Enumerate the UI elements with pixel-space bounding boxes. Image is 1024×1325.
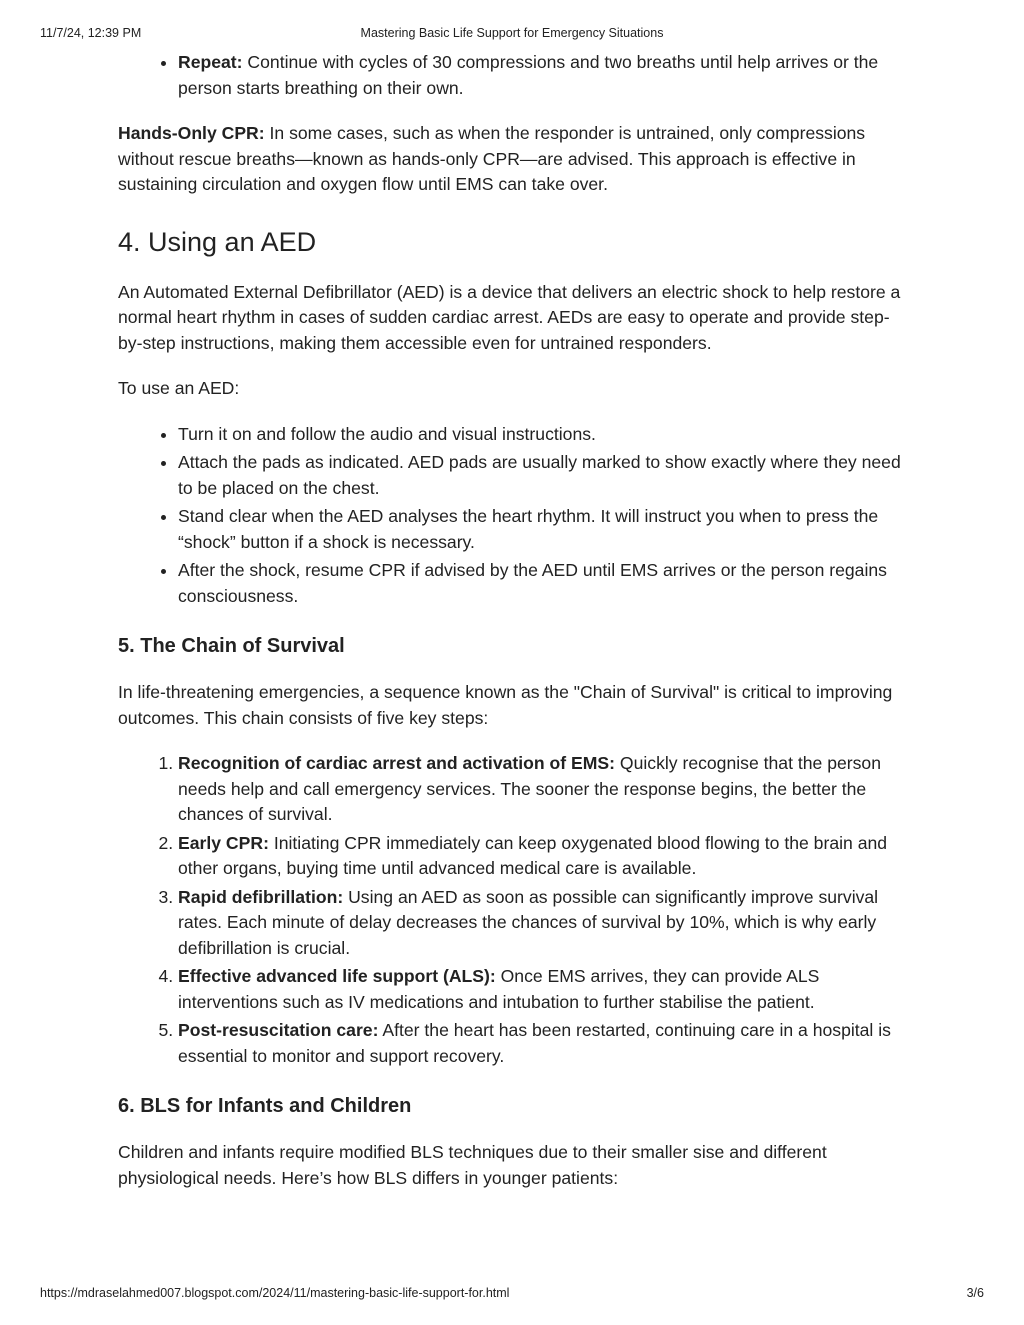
item-text: Once EMS arrives, they can provide ALS interventions such as IV medications and intubation to further stabilise the patient. <box>178 966 820 1012</box>
list-item <box>178 50 908 101</box>
list-item <box>178 751 908 828</box>
hands-only-text: In some cases, such as when the responder is untrained, only compressions without rescue breaths—known as hands-only CPR—are advised. This approach is effective in sustaining circulation and oxygen flow until EMS can take over. <box>118 123 866 194</box>
item-text: Initiating CPR immediately can keep oxygenated blood flowing to the brain and other organs, buying time until advanced medical care is available. <box>178 832 888 878</box>
item-label: Early CPR: <box>178 832 269 853</box>
hands-only-paragraph <box>118 121 908 198</box>
aed-intro: An Automated External Defibrillator (AED) is a device that delivers an electric shock to help restore a normal heart rhythm in cases of sudden cardiac arrest. AEDs are easy to operate and provide step-by-step instructions, making them accessible even for untrained responders. <box>118 281 901 353</box>
print-footer <box>40 1286 984 1302</box>
children-intro: Children and infants require modified BLS techniques due to their smaller sise and different physiological needs. Here’s how BLS differs in younger patients: <box>118 1142 827 1188</box>
item-text: Quickly recognise that the person needs help and call emergency services. The sooner the response begins, the better the chances of survival. <box>178 753 882 824</box>
item-label: Recognition of cardiac arrest and activation of EMS: <box>178 753 615 773</box>
list-item <box>178 1018 908 1069</box>
page-url: https://mdraselahmed007.blogspot.com/2024/11/mastering-basic-life-support-for.html <box>40 1286 510 1300</box>
children-heading: 6. BLS for Infants and Children <box>118 1095 412 1117</box>
page-number: 3/6 <box>966 1286 984 1300</box>
item-label: Rapid defibrillation: <box>178 886 344 907</box>
chain-heading: 5. The Chain of Survival <box>118 635 345 657</box>
item-text: Continue with cycles of 30 compressions and two breaths until help arrives or the person starts breathing on their own. <box>178 52 879 98</box>
item-text: After the heart has been restarted, continuing care in a hospital is essential to monitor and support recovery. <box>178 1020 891 1066</box>
list-item <box>178 885 908 962</box>
list-item: • After the shock, resume CPR if advised by the AED until EMS arrives or the person regains consciousness. <box>178 558 908 609</box>
cpr-steps-list-tail <box>118 50 908 101</box>
list-item <box>178 831 908 882</box>
item-label: Repeat: <box>178 52 243 72</box>
print-datetime: 11/7/24, 12:39 PM <box>40 26 142 40</box>
list-item: • Attach the pads as indicated. AED pads are usually marked to show exactly where they need to be placed on the chest. <box>178 450 908 501</box>
print-doc-title: Mastering Basic Life Support for Emergency Situations <box>360 26 664 40</box>
chain-steps-list <box>118 751 908 1069</box>
item-label: Effective advanced life support (ALS): <box>178 966 496 986</box>
print-header <box>40 26 984 42</box>
aed-lead: To use an AED: <box>118 378 240 398</box>
aed-heading: 4. Using an AED <box>118 226 317 257</box>
list-item <box>178 964 908 1015</box>
list-item: • Turn it on and follow the audio and visual instructions. <box>178 422 908 448</box>
item-text: Using an AED as soon as possible can significantly improve survival rates. Each minute of delay decreases the chances of survival by 10%, which is why early defibrillation is crucial. <box>178 886 879 958</box>
article-body <box>118 50 908 1211</box>
list-item: • Stand clear when the AED analyses the heart rhythm. It will instruct you when to press the “shock” button if a shock is necessary. <box>178 504 908 555</box>
chain-intro: In life-threatening emergencies, a sequence known as the "Chain of Survival" is critical to improving outcomes. This chain consists of five key steps: <box>118 682 893 728</box>
item-label: Post-resuscitation care: <box>178 1020 379 1040</box>
hands-only-label: Hands-Only CPR: <box>118 123 265 143</box>
aed-steps-list <box>118 422 908 610</box>
